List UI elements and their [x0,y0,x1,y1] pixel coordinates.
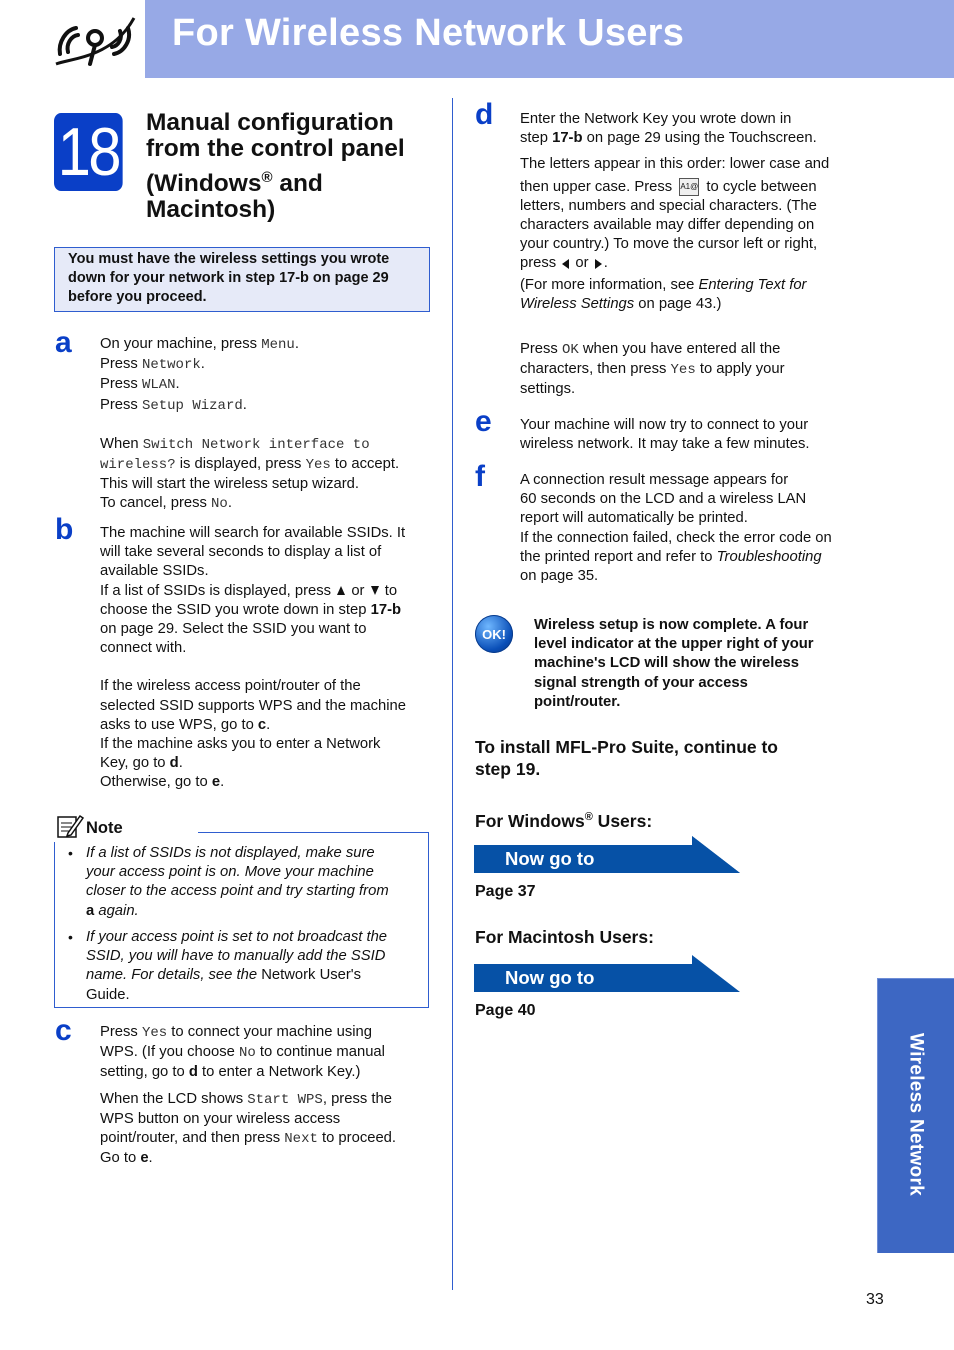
text: The letters appear in this order: lower case and [520,156,830,173]
text: step [520,130,553,147]
up-arrow-icon [337,586,345,595]
text: settings. [520,381,576,398]
text: Press [100,376,142,393]
text: Press [100,356,142,373]
text: Key, go to [100,755,170,772]
text: wireless network. It may take a few minutes. [520,436,810,453]
lcd-code: Network [141,357,201,374]
text: If the wireless access point/router of the [100,678,361,695]
note-top-rule [198,832,429,833]
step-ref: e [211,774,221,791]
text: step [475,759,516,779]
text: . [200,356,205,373]
text: Otherwise, go to [100,774,212,791]
text: on page 35. [520,568,599,585]
text: To install MFL-Pro Suite, continue to [475,737,778,757]
completion-message [534,616,854,712]
text: Users: [592,810,653,831]
step-title-line: Macintosh) [146,196,276,224]
text: again. [94,902,139,919]
note-item-1 [86,844,420,921]
text: characters available may differ depending on [520,217,815,234]
text: . [242,396,247,413]
text: press [520,255,561,272]
text: . [294,336,299,352]
lcd-code: Next [284,1131,318,1148]
text: your country.) To move the cursor left or right, [520,236,818,253]
text: the printed report and refer to [520,548,717,565]
text: If a list of SSIDs is displayed, press [100,582,336,599]
text: . [535,759,541,779]
step-ref: 17-b [552,130,583,147]
down-arrow-icon [371,586,379,595]
text: setting, go to [100,1064,189,1081]
install-heading [475,736,855,780]
text: will take several seconds to display a list of [100,544,382,561]
text: . [175,376,180,393]
step-ref: c [257,716,267,733]
lcd-code: Yes [141,1025,168,1041]
step-f-text [520,471,860,586]
registered-mark: ® [261,169,273,186]
text: SSID, you will have to manually add the SSID [86,948,386,965]
text: To cancel, press [100,495,212,512]
text: to [380,582,398,599]
text: to accept. [330,456,400,473]
step-letter-c: c [55,1014,72,1047]
step-ref: 19 [515,759,536,779]
text: or [571,255,593,272]
step-a-text [100,335,435,515]
note-item-2 [86,928,420,1005]
text: when you have entered all the [578,341,781,358]
text: level indicator at the upper right of your [534,636,814,653]
text: Guide. [86,986,130,1003]
text: Network User's [261,967,362,984]
text: then upper case. Press [520,178,677,195]
bullet-icon: • [68,845,73,861]
text: choose the SSID you wrote down in step [100,601,371,618]
bullet-icon: • [68,929,73,945]
step-e-text [520,416,860,454]
lcd-code: Start WPS [247,1091,323,1108]
mac-page-ref: Page 40 [475,1002,536,1019]
section-side-tab-label [877,978,954,1252]
text: Press [520,341,562,358]
text: WPS button on your wireless access [100,1110,341,1127]
text: machine's LCD will show the wireless [534,655,800,672]
page-header-title: For Wireless Network Users [172,12,685,54]
text: report will automatically be printed. [520,510,748,527]
step-ref: d [188,1064,198,1081]
text: , press the [322,1090,392,1107]
text: point/router. [534,693,621,710]
text: Entering Text for [698,276,807,293]
right-arrow-icon [595,259,602,269]
now-go-to-label: Now go to [505,848,595,869]
text: If the connection failed, check the error code on [520,529,832,546]
now-go-to-label: Now go to [505,967,595,988]
text: The machine will search for available SSIDs. It [100,525,406,541]
text: If a list of SSIDs is not displayed, make sure [86,845,375,861]
step-ref: e [140,1150,149,1167]
text: WPS. (If you choose [100,1044,239,1061]
lcd-code: wireless? [100,457,176,474]
lcd-code: Setup Wizard [141,397,243,414]
lcd-code: No [238,1045,256,1062]
step-c-text [100,1023,435,1168]
lcd-code: OK [561,342,579,359]
note-border-left [54,842,55,1008]
text: Wireless Network [905,1033,927,1197]
text: letters, numbers and special characters. (The [520,197,817,214]
character-cycle-key-icon: A1@ [679,178,699,196]
text: Press [100,396,142,413]
warning-text [68,250,420,307]
note-label: Note [86,819,123,837]
text: to enter a Network Key.) [197,1064,361,1081]
text: If your access point is set to not broadcast the [86,929,388,945]
text: closer to the access point and try starting from [86,883,389,900]
text: When [100,435,143,452]
step-letter-d: d [475,98,494,131]
column-divider [452,98,453,1290]
text: on page 29 using the Touchscreen. [582,130,817,147]
text: A connection result message appears for [520,472,789,488]
text: Go to [100,1150,141,1167]
text: your access point is on. Move your machine [86,864,374,881]
left-arrow-icon [562,259,569,269]
text: On your machine, press [100,336,262,352]
step-ref: a [86,902,95,919]
step-letter-a: a [55,326,72,359]
text: Wireless setup is now complete. A four [534,617,809,633]
warning-text-part: You must have the wireless settings you wrote down for your network in step [68,251,390,286]
text: signal strength of your access [534,674,748,691]
lcd-code: Menu [261,337,295,353]
text: to proceed. [317,1130,397,1147]
text: Troubleshooting [716,548,822,565]
lcd-code: No [211,496,228,513]
text: If the machine asks you to enter a Network [100,736,381,753]
windows-page-ref: Page 37 [475,883,536,900]
text: selected SSID supports WPS and the machine [100,697,406,714]
text: or [347,582,369,599]
page-number: 33 [866,1291,884,1308]
step-d-text [520,110,860,400]
windows-users-heading [475,806,652,832]
text: to apply your [695,361,785,378]
note-border-right [428,832,429,1008]
step-letter-e: e [475,405,492,438]
step-title-line: from the control panel [146,135,405,162]
step-title-line: and [272,170,323,198]
text: asks to use WPS, go to [100,716,258,733]
lcd-code: Switch Network interface to [142,436,370,453]
text: (For more information, see [520,276,699,293]
text: Enter the Network Key you wrote down in [520,111,792,127]
text: to connect your machine using [167,1024,372,1040]
text: on page 29. Select the SSID you want to [100,621,367,638]
step-ref: 17-b [279,270,309,286]
text: to continue manual [255,1044,385,1061]
lcd-code: Yes [670,362,696,379]
text: . [603,255,608,272]
text: . [220,774,225,791]
text: available SSIDs. [100,563,209,580]
step-title-line: Manual configuration [146,109,394,136]
note-pencil-icon [56,813,84,839]
text: . [266,716,271,733]
step-number-badge: 18 [54,113,123,191]
text: Your machine will now try to connect to your [520,417,809,433]
step-ref: d [169,755,179,772]
warning-text-part: on page 29 before you proceed. [68,270,389,305]
text: This will start the wireless setup wizard. [100,476,360,493]
text: . [148,1150,153,1167]
registered-mark: ® [584,811,593,823]
text: Wireless Settings [520,295,635,312]
lcd-code: WLAN [141,377,176,394]
ok-badge-icon: OK! [475,615,513,653]
note-border-bottom [54,1007,429,1008]
step-title-line: (Windows [146,170,262,198]
step-b-text [100,524,435,793]
text: 60 seconds on the LCD and a wireless LAN [520,491,807,508]
text: name. For details, see the [86,967,262,984]
step-title [146,110,436,223]
step-ref: 17-b [370,601,402,618]
text: . [178,755,183,772]
step-letter-b: b [55,513,74,546]
text: For Windows [475,810,585,831]
text: Press [100,1024,142,1040]
lcd-code: Yes [305,457,331,474]
text: connect with. [100,640,187,657]
text: characters, then press [520,361,671,378]
step-letter-f: f [475,460,485,493]
text: to cycle between [702,178,817,195]
wireless-logo-icon [52,14,136,68]
text: When the LCD shows [100,1090,248,1107]
mac-users-heading: For Macintosh Users: [475,927,654,947]
text: on page 43.) [634,295,722,312]
text: point/router, and then press [100,1130,285,1147]
text: is displayed, press [175,456,306,473]
text: . [227,495,232,512]
